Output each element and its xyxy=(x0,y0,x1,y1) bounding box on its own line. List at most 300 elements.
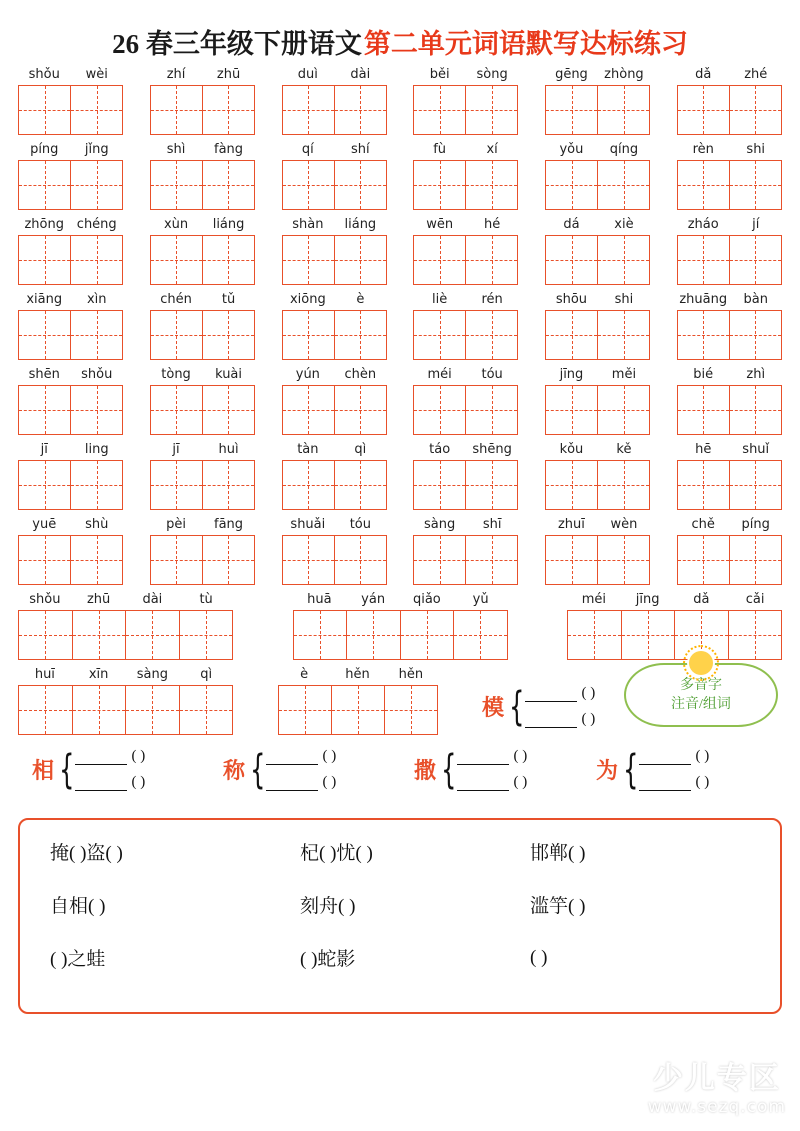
word-cell xyxy=(150,142,255,210)
word-cell xyxy=(677,142,782,210)
tianzige-grid[interactable] xyxy=(282,310,387,360)
tianzige-cell[interactable] xyxy=(19,161,70,209)
tianzige-grid[interactable] xyxy=(18,685,233,735)
pinyin-syllable: liáng xyxy=(344,217,377,232)
pinyin-syllable: liáng xyxy=(212,217,245,232)
idiom-row xyxy=(50,944,750,971)
tianzige-cell[interactable] xyxy=(334,386,386,434)
tianzige-grid[interactable] xyxy=(545,535,650,585)
word-row-4char xyxy=(18,592,782,660)
pinyin-syllable: qì xyxy=(200,667,213,682)
word-cell xyxy=(413,367,518,435)
tianzige-cell[interactable] xyxy=(678,161,729,209)
tianzige-cell[interactable] xyxy=(546,536,597,584)
duoyinzi-badge xyxy=(624,663,778,727)
tianzige-cell[interactable] xyxy=(414,86,465,134)
duoyinzi-answer-lines xyxy=(266,748,336,791)
paren-blank[interactable]: ( ) xyxy=(322,774,337,790)
duoyinzi-answer-line[interactable] xyxy=(525,711,595,728)
tianzige-cell[interactable] xyxy=(400,611,454,659)
tianzige-cell[interactable] xyxy=(346,611,400,659)
paren-blank[interactable]: ( ) xyxy=(695,774,710,790)
word-cell xyxy=(150,292,255,360)
tianzige-cell[interactable] xyxy=(202,386,254,434)
tianzige-cell[interactable] xyxy=(729,311,781,359)
pinyin-syllable: dá xyxy=(563,217,580,232)
pinyin-syllable: shí xyxy=(351,142,370,157)
pinyin-label xyxy=(677,442,782,458)
tianzige-grid[interactable] xyxy=(18,85,123,135)
tianzige-cell[interactable] xyxy=(19,236,70,284)
pinyin-syllable: dǎ xyxy=(695,67,712,82)
tianzige-grid[interactable] xyxy=(677,385,782,435)
tianzige-grid[interactable] xyxy=(545,160,650,210)
pinyin-label xyxy=(545,67,650,83)
tianzige-grid[interactable] xyxy=(413,235,518,285)
tianzige-grid[interactable] xyxy=(150,85,255,135)
tianzige-cell[interactable] xyxy=(597,311,649,359)
paren-blank[interactable]: ( ) xyxy=(513,748,528,764)
pinyin-syllable: jīng xyxy=(559,367,584,382)
tianzige-cell[interactable] xyxy=(597,161,649,209)
tianzige-cell[interactable] xyxy=(729,461,781,509)
tianzige-grid[interactable] xyxy=(545,460,650,510)
pinyin-label xyxy=(150,67,255,83)
tianzige-cell[interactable] xyxy=(202,461,254,509)
duoyinzi-answer-line[interactable] xyxy=(266,774,336,791)
tianzige-cell[interactable] xyxy=(19,611,72,659)
tianzige-cell[interactable] xyxy=(334,311,386,359)
duoyinzi-answer-line[interactable] xyxy=(75,774,145,791)
tianzige-cell[interactable] xyxy=(728,611,782,659)
word-cell xyxy=(150,442,255,510)
tianzige-cell[interactable] xyxy=(465,86,517,134)
pinyin-syllable: jí xyxy=(752,217,760,232)
idiom-item[interactable]: 滥竽( ) xyxy=(530,896,586,917)
pinyin-label xyxy=(18,367,123,383)
duoyinzi-answer-line[interactable] xyxy=(525,685,595,702)
tianzige-cell[interactable] xyxy=(678,386,729,434)
tianzige-grid[interactable] xyxy=(545,235,650,285)
tianzige-grid[interactable] xyxy=(282,460,387,510)
tianzige-grid[interactable] xyxy=(150,235,255,285)
tianzige-cell[interactable] xyxy=(70,386,122,434)
tianzige-cell[interactable] xyxy=(678,311,729,359)
tianzige-cell[interactable] xyxy=(729,236,781,284)
paren-blank[interactable]: ( ) xyxy=(322,748,337,764)
pinyin-label xyxy=(677,367,782,383)
tianzige-grid[interactable] xyxy=(413,535,518,585)
duoyinzi-char: 撒 xyxy=(414,758,437,783)
idiom-item[interactable]: ( ) xyxy=(530,946,548,968)
tianzige-cell[interactable] xyxy=(283,386,334,434)
word-row xyxy=(18,292,782,360)
idiom-item[interactable]: 杞( )忧( ) xyxy=(300,843,373,864)
brace-icon: { xyxy=(250,746,266,793)
word-cell xyxy=(18,517,123,585)
tianzige-cell[interactable] xyxy=(465,536,517,584)
title-black-part: 26 春三年级下册语文 xyxy=(112,29,362,59)
tianzige-cell[interactable] xyxy=(453,611,507,659)
pinyin-label xyxy=(18,667,233,683)
tianzige-cell[interactable] xyxy=(334,161,386,209)
pinyin-syllable: shēn xyxy=(28,367,60,382)
tianzige-grid[interactable] xyxy=(282,535,387,585)
pinyin-syllable: shi xyxy=(614,292,634,307)
tianzige-cell[interactable] xyxy=(678,236,729,284)
tianzige-cell[interactable] xyxy=(597,461,649,509)
duoyinzi-answer-line[interactable] xyxy=(639,748,709,765)
word-cell xyxy=(282,442,387,510)
tianzige-cell[interactable] xyxy=(283,86,334,134)
tianzige-cell[interactable] xyxy=(678,461,729,509)
duoyinzi-inline-area xyxy=(482,667,782,735)
tianzige-cell[interactable] xyxy=(283,461,334,509)
tianzige-cell[interactable] xyxy=(70,311,122,359)
tianzige-grid[interactable] xyxy=(677,460,782,510)
tianzige-cell[interactable] xyxy=(294,611,347,659)
tianzige-cell[interactable] xyxy=(546,86,597,134)
tianzige-grid[interactable] xyxy=(18,460,123,510)
pinyin-syllable: zhì xyxy=(746,367,766,382)
tianzige-cell[interactable] xyxy=(729,536,781,584)
pinyin-syllable: shēng xyxy=(472,442,512,457)
tianzige-cell[interactable] xyxy=(331,686,384,734)
tianzige-cell[interactable] xyxy=(151,236,202,284)
pinyin-label xyxy=(677,67,782,83)
watermark-url: www.sezq.com xyxy=(647,1097,786,1117)
tianzige-cell[interactable] xyxy=(678,86,729,134)
tianzige-cell[interactable] xyxy=(546,386,597,434)
paren-blank[interactable]: ( ) xyxy=(131,774,146,790)
tianzige-cell[interactable] xyxy=(19,386,70,434)
pinyin-label xyxy=(413,142,518,158)
tianzige-cell[interactable] xyxy=(72,611,126,659)
tianzige-cell[interactable] xyxy=(72,686,126,734)
duoyinzi-answer-line[interactable] xyxy=(457,748,527,765)
tianzige-cell[interactable] xyxy=(334,461,386,509)
tianzige-cell[interactable] xyxy=(202,236,254,284)
pinyin-syllable: xìn xyxy=(86,292,107,307)
tianzige-cell[interactable] xyxy=(19,536,70,584)
tianzige-grid[interactable] xyxy=(413,385,518,435)
pinyin-syllable: shi xyxy=(746,142,766,157)
tianzige-cell[interactable] xyxy=(384,686,437,734)
word-row-mixed xyxy=(18,667,782,735)
tianzige-cell[interactable] xyxy=(621,611,675,659)
duoyinzi-answer-lines xyxy=(75,748,145,791)
pinyin-syllable: dǎ xyxy=(693,592,710,607)
pinyin-label xyxy=(282,442,387,458)
pinyin-syllable: běi xyxy=(429,67,450,82)
tianzige-cell[interactable] xyxy=(70,461,122,509)
pinyin-syllable: zhū xyxy=(86,592,111,607)
idiom-item[interactable]: 自相( ) xyxy=(50,896,106,917)
tianzige-cell[interactable] xyxy=(202,161,254,209)
idiom-item[interactable]: ( )之蛙 xyxy=(50,949,106,970)
tianzige-cell[interactable] xyxy=(151,86,202,134)
tianzige-cell[interactable] xyxy=(597,236,649,284)
word-cell xyxy=(293,592,508,660)
tianzige-cell[interactable] xyxy=(283,536,334,584)
tianzige-cell[interactable] xyxy=(597,86,649,134)
tianzige-cell[interactable] xyxy=(729,86,781,134)
answer-underline[interactable] xyxy=(266,776,318,791)
pinyin-label xyxy=(282,292,387,308)
tianzige-cell[interactable] xyxy=(729,161,781,209)
pinyin-syllable: shōu xyxy=(555,292,588,307)
idiom-item[interactable]: 刻舟( ) xyxy=(300,896,356,917)
pinyin-syllable: zhuī xyxy=(557,517,585,532)
word-cell xyxy=(150,217,255,285)
answer-underline[interactable] xyxy=(75,750,127,765)
tianzige-grid[interactable] xyxy=(293,610,508,660)
tianzige-cell[interactable] xyxy=(70,536,122,584)
tianzige-grid[interactable] xyxy=(282,235,387,285)
tianzige-cell[interactable] xyxy=(546,236,597,284)
pinyin-label xyxy=(18,67,123,83)
tianzige-grid[interactable] xyxy=(413,160,518,210)
paren-blank[interactable]: ( ) xyxy=(581,685,596,701)
tianzige-grid[interactable] xyxy=(282,85,387,135)
badge-line-2: 注音/组词 xyxy=(671,697,731,712)
duoyinzi-answer-lines xyxy=(457,748,527,791)
tianzige-grid[interactable] xyxy=(18,535,123,585)
pinyin-syllable: méi xyxy=(427,367,452,382)
pinyin-label xyxy=(150,517,255,533)
pinyin-syllable: shǒu xyxy=(29,592,61,607)
duoyinzi-answer-line[interactable] xyxy=(75,748,145,765)
paren-blank[interactable]: ( ) xyxy=(513,774,528,790)
word-cell xyxy=(413,292,518,360)
tianzige-grid[interactable] xyxy=(677,160,782,210)
pinyin-label xyxy=(545,517,650,533)
tianzige-cell[interactable] xyxy=(465,161,517,209)
pinyin-syllable: chèn xyxy=(344,367,377,382)
tianzige-cell[interactable] xyxy=(465,461,517,509)
tianzige-cell[interactable] xyxy=(678,536,729,584)
tianzige-cell[interactable] xyxy=(729,386,781,434)
tianzige-grid[interactable] xyxy=(282,385,387,435)
tianzige-cell[interactable] xyxy=(568,611,621,659)
idiom-item[interactable]: 掩( )盗( ) xyxy=(50,843,123,864)
tianzige-cell[interactable] xyxy=(70,236,122,284)
pinyin-label xyxy=(567,592,782,608)
tianzige-cell[interactable] xyxy=(279,686,331,734)
tianzige-grid[interactable] xyxy=(18,160,123,210)
tianzige-grid[interactable] xyxy=(150,160,255,210)
pinyin-label xyxy=(18,517,123,533)
answer-underline[interactable] xyxy=(525,687,577,702)
pinyin-syllable: fàng xyxy=(214,142,244,157)
tianzige-cell[interactable] xyxy=(414,461,465,509)
pinyin-syllable: pèi xyxy=(166,517,186,532)
tianzige-grid[interactable] xyxy=(18,610,233,660)
tianzige-grid[interactable] xyxy=(18,310,123,360)
tianzige-cell[interactable] xyxy=(597,536,649,584)
duoyinzi-item-xiang xyxy=(32,748,145,791)
tianzige-cell[interactable] xyxy=(414,386,465,434)
pinyin-label xyxy=(413,217,518,233)
tianzige-grid[interactable] xyxy=(413,85,518,135)
tianzige-cell[interactable] xyxy=(465,386,517,434)
tianzige-grid[interactable] xyxy=(677,310,782,360)
tianzige-cell[interactable] xyxy=(70,161,122,209)
tianzige-grid[interactable] xyxy=(18,235,123,285)
tianzige-grid[interactable] xyxy=(545,385,650,435)
pinyin-syllable: tù xyxy=(199,592,213,607)
pinyin-syllable: rèn xyxy=(692,142,714,157)
answer-underline[interactable] xyxy=(75,776,127,791)
tianzige-cell[interactable] xyxy=(151,461,202,509)
tianzige-cell[interactable] xyxy=(19,311,70,359)
watermark-brand: 少儿专区 xyxy=(652,1061,781,1096)
tianzige-cell[interactable] xyxy=(70,86,122,134)
tianzige-cell[interactable] xyxy=(414,536,465,584)
tianzige-cell[interactable] xyxy=(597,386,649,434)
tianzige-cell[interactable] xyxy=(546,161,597,209)
answer-underline[interactable] xyxy=(525,713,577,728)
word-cell xyxy=(677,367,782,435)
pinyin-syllable: méi xyxy=(581,592,607,607)
tianzige-grid[interactable] xyxy=(567,610,782,660)
pinyin-syllable: ling xyxy=(84,442,109,457)
tianzige-grid[interactable] xyxy=(413,310,518,360)
tianzige-cell[interactable] xyxy=(179,611,233,659)
word-cell xyxy=(18,292,123,360)
tianzige-cell[interactable] xyxy=(334,536,386,584)
pinyin-syllable: zhōng xyxy=(24,217,64,232)
pinyin-syllable: shù xyxy=(85,517,109,532)
word-cell xyxy=(18,217,123,285)
tianzige-cell[interactable] xyxy=(151,311,202,359)
tianzige-cell[interactable] xyxy=(202,311,254,359)
pinyin-syllable: zháo xyxy=(687,217,719,232)
tianzige-cell[interactable] xyxy=(414,236,465,284)
pinyin-syllable: jī xyxy=(172,442,180,457)
tianzige-grid[interactable] xyxy=(545,310,650,360)
tianzige-cell[interactable] xyxy=(202,86,254,134)
tianzige-cell[interactable] xyxy=(465,311,517,359)
word-row xyxy=(18,67,782,135)
tianzige-cell[interactable] xyxy=(283,311,334,359)
duoyinzi-item-wei xyxy=(596,748,709,791)
pinyin-label xyxy=(545,442,650,458)
tianzige-grid[interactable] xyxy=(413,460,518,510)
tianzige-cell[interactable] xyxy=(19,686,72,734)
tianzige-cell[interactable] xyxy=(151,386,202,434)
pinyin-syllable: shī xyxy=(482,517,502,532)
paren-blank[interactable]: ( ) xyxy=(131,748,146,764)
duoyinzi-answer-line[interactable] xyxy=(457,774,527,791)
tianzige-cell[interactable] xyxy=(546,311,597,359)
pinyin-syllable: shì xyxy=(166,142,186,157)
tianzige-cell[interactable] xyxy=(202,536,254,584)
tianzige-cell[interactable] xyxy=(19,86,70,134)
tianzige-grid[interactable] xyxy=(18,385,123,435)
answer-underline[interactable] xyxy=(266,750,318,765)
word-cell xyxy=(677,67,782,135)
answer-underline[interactable] xyxy=(457,776,509,791)
tianzige-grid[interactable] xyxy=(150,385,255,435)
pinyin-label xyxy=(545,142,650,158)
tianzige-grid[interactable] xyxy=(677,535,782,585)
pinyin-label xyxy=(18,292,123,308)
tianzige-cell[interactable] xyxy=(283,236,334,284)
tianzige-cell[interactable] xyxy=(334,236,386,284)
pinyin-syllable: tàn xyxy=(297,442,319,457)
pinyin-label xyxy=(413,367,518,383)
idiom-row xyxy=(50,838,750,865)
tianzige-grid[interactable] xyxy=(150,460,255,510)
pinyin-syllable: bié xyxy=(693,367,714,382)
tianzige-grid[interactable] xyxy=(677,85,782,135)
word-cell xyxy=(545,142,650,210)
duoyinzi-answer-line[interactable] xyxy=(266,748,336,765)
answer-underline[interactable] xyxy=(639,750,691,765)
tianzige-cell[interactable] xyxy=(414,161,465,209)
pinyin-syllable: xīn xyxy=(88,667,109,682)
tianzige-cell[interactable] xyxy=(151,536,202,584)
pinyin-label xyxy=(282,517,387,533)
pinyin-syllable: chéng xyxy=(76,217,117,232)
tianzige-cell[interactable] xyxy=(151,161,202,209)
pinyin-label xyxy=(545,367,650,383)
pinyin-label xyxy=(282,217,387,233)
idiom-item[interactable]: 邯郸( ) xyxy=(530,843,586,864)
tianzige-grid[interactable] xyxy=(150,535,255,585)
tianzige-cell[interactable] xyxy=(414,311,465,359)
pinyin-syllable: shuǎi xyxy=(290,517,326,532)
pinyin-syllable: yuē xyxy=(32,517,57,532)
pinyin-syllable: huì xyxy=(218,442,239,457)
tianzige-grid[interactable] xyxy=(677,235,782,285)
tianzige-cell[interactable] xyxy=(283,161,334,209)
idiom-box xyxy=(18,818,782,1014)
tianzige-cell[interactable] xyxy=(179,686,233,734)
pinyin-syllable: tòng xyxy=(161,367,191,382)
pinyin-syllable: duì xyxy=(297,67,318,82)
pinyin-syllable: xiè xyxy=(614,217,634,232)
tianzige-grid[interactable] xyxy=(150,310,255,360)
idiom-item[interactable]: ( )蛇影 xyxy=(300,949,356,970)
pinyin-syllable: shǒu xyxy=(81,367,113,382)
tianzige-cell[interactable] xyxy=(546,461,597,509)
pinyin-syllable: kě xyxy=(616,442,632,457)
pinyin-syllable: chě xyxy=(691,517,715,532)
tianzige-cell[interactable] xyxy=(19,461,70,509)
pinyin-syllable: hěn xyxy=(345,667,370,682)
tianzige-cell[interactable] xyxy=(465,236,517,284)
tianzige-grid[interactable] xyxy=(545,85,650,135)
word-row xyxy=(18,142,782,210)
pinyin-syllable: fāng xyxy=(214,517,244,532)
answer-underline[interactable] xyxy=(457,750,509,765)
answer-underline[interactable] xyxy=(639,776,691,791)
paren-blank[interactable]: ( ) xyxy=(581,711,596,727)
tianzige-cell[interactable] xyxy=(125,686,179,734)
tianzige-grid[interactable] xyxy=(282,160,387,210)
paren-blank[interactable]: ( ) xyxy=(695,748,710,764)
tianzige-cell[interactable] xyxy=(334,86,386,134)
duoyinzi-answer-line[interactable] xyxy=(639,774,709,791)
tianzige-cell[interactable] xyxy=(125,611,179,659)
word-row xyxy=(18,442,782,510)
tianzige-grid[interactable] xyxy=(278,685,438,735)
pinyin-label xyxy=(413,292,518,308)
pinyin-label xyxy=(677,292,782,308)
word-cell xyxy=(677,442,782,510)
